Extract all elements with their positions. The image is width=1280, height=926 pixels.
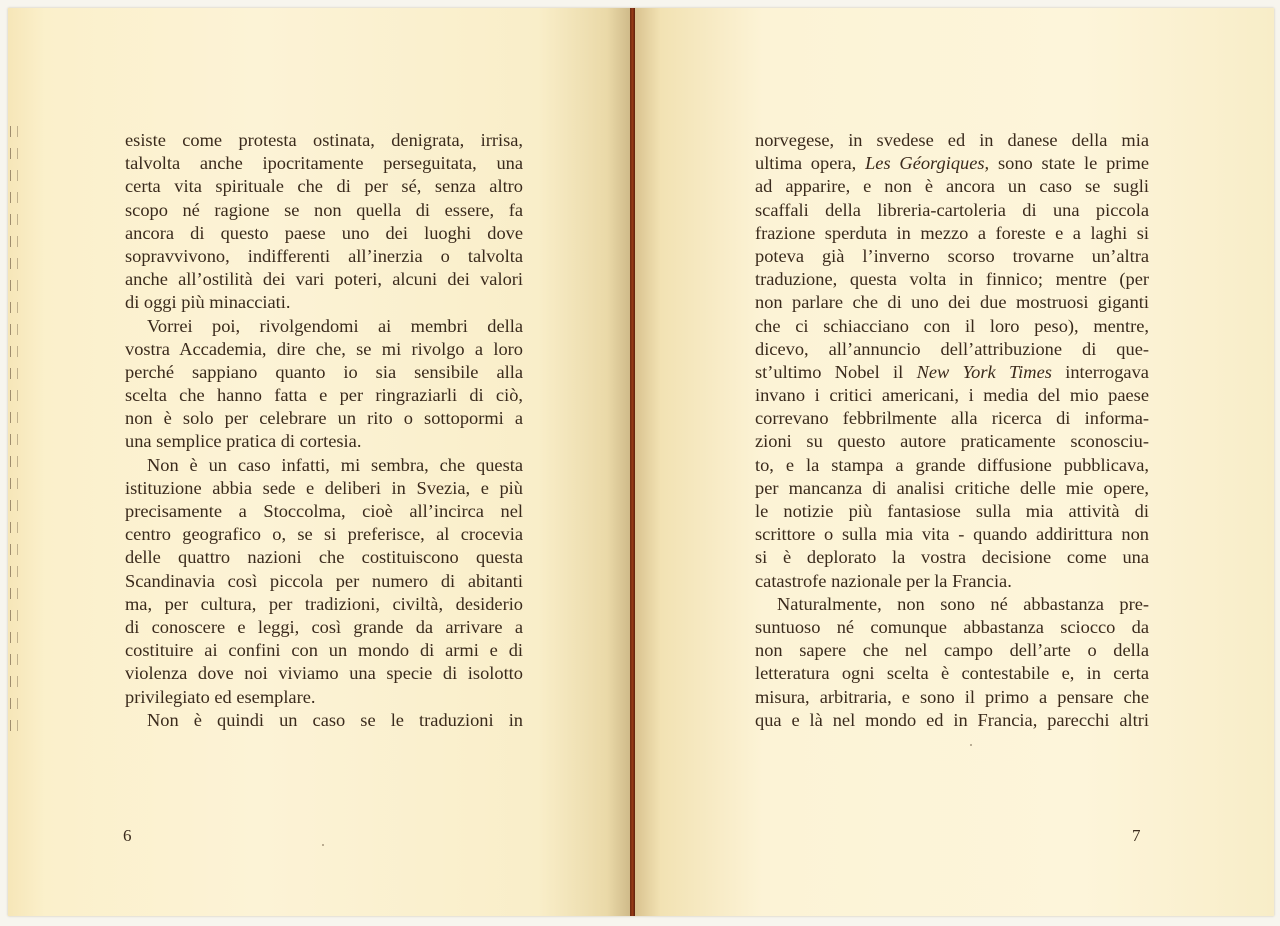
text-fragment: st’ultimo Nobel il bbox=[755, 361, 904, 382]
text-fragment: ultima opera, bbox=[755, 153, 857, 174]
text-line: violenza dove noi viviamo una specie di isolotto bbox=[125, 663, 523, 684]
book-spread bbox=[8, 8, 1274, 916]
text-line: correvano febbrilmente alla ricerca di informa- bbox=[755, 408, 1149, 429]
text-line: ancora di questo paese uno dei luoghi dove bbox=[125, 222, 523, 243]
text-line: catastrofe nazionale per la Francia. bbox=[755, 570, 1012, 591]
text-fragment: interrogava bbox=[1065, 361, 1149, 382]
right-page-text bbox=[755, 129, 1149, 732]
paper-speck bbox=[322, 844, 324, 846]
text-line: vostra Accademia, dire che, se mi rivolgo a loro bbox=[125, 338, 523, 359]
text-line: sopravvivono, indifferenti all’inerzia o talvolta bbox=[125, 245, 523, 266]
text-line: misura, arbitraria, e sono il primo a pensare che bbox=[755, 686, 1149, 707]
text-line: non sapere che nel campo dell’arte o della bbox=[755, 640, 1149, 661]
right-page bbox=[635, 8, 1274, 916]
text-line: delle quattro nazioni che costituiscono questa bbox=[125, 547, 523, 568]
text-line: di oggi più minacciati. bbox=[125, 292, 291, 313]
paper-speck bbox=[970, 744, 972, 746]
text-line: non è solo per celebrare un rito o sottopormi a bbox=[125, 408, 523, 429]
text-line-with-italic bbox=[755, 361, 1149, 384]
text-line: suntuoso né comunque abbastanza sciocco da bbox=[755, 616, 1149, 637]
page-number: 7 bbox=[1132, 826, 1141, 845]
text-line: si è deplorato la vostra decisione come una bbox=[755, 547, 1149, 568]
text-line: scelta che hanno fatta e per ringraziarli di ciò, bbox=[125, 385, 523, 406]
text-line: Naturalmente, non sono né abbastanza pre- bbox=[777, 593, 1149, 614]
text-line: Scandinavia così piccola per numero di abitanti bbox=[125, 570, 523, 591]
text-line: esiste come protesta ostinata, denigrata, irrisa, bbox=[125, 130, 523, 150]
text-line: traduzione, questa volta in finnico; mentre (per bbox=[755, 269, 1149, 290]
text-line: qua e là nel mondo ed in Francia, parecchi altri bbox=[755, 709, 1149, 730]
text-line: letteratura ogni scelta è contestabile e, in certa bbox=[755, 663, 1149, 684]
text-line: di conoscere e leggi, così grande da arrivare a bbox=[125, 616, 523, 637]
left-page-text bbox=[125, 129, 523, 732]
text-line: ma, per cultura, per tradizioni, civiltà, desiderio bbox=[125, 593, 523, 614]
text-line: talvolta anche ipocritamente perseguitata, una bbox=[125, 153, 523, 174]
text-line: costituire ai confini con un mondo di armi e di bbox=[125, 640, 523, 661]
text-line: dicevo, all’annuncio dell’attribuzione di que- bbox=[755, 338, 1149, 359]
text-line: precisamente a Stoccolma, cioè all’incirca nel bbox=[125, 501, 523, 521]
text-line: certa vita spirituale che di per sé, senza altro bbox=[125, 176, 523, 197]
text-line: Vorrei poi, rivolgendomi ai membri della bbox=[147, 315, 523, 336]
text-line: invano i critici americani, i media del mio paese bbox=[755, 385, 1149, 406]
text-line: zioni su questo autore praticamente sconosciu- bbox=[755, 431, 1149, 452]
text-line: le notizie più fantasiose sulla mia attività di bbox=[755, 501, 1149, 521]
text-line: scrittore o sulla mia vita - quando addirittura non bbox=[755, 524, 1149, 545]
text-line: frazione sperduta in mezzo a foreste e a laghi si bbox=[755, 222, 1149, 243]
text-line: scaffali della libreria-cartoleria di una piccola bbox=[755, 199, 1149, 220]
text-line: una semplice pratica di cortesia. bbox=[125, 431, 362, 452]
text-line: norvegese, in svedese ed in danese della mia bbox=[755, 130, 1149, 150]
page-number: 6 bbox=[123, 826, 132, 845]
text-line-with-italic bbox=[755, 152, 1149, 175]
text-line: Non è un caso infatti, mi sembra, che questa bbox=[147, 454, 523, 475]
text-line: poteva già l’inverno scorso trovarne un’altra bbox=[755, 245, 1149, 266]
text-line: istituzione abbia sede e deliberi in Svezia, e più bbox=[125, 477, 523, 498]
text-line: ad apparire, e non è ancora un caso se sugli bbox=[755, 176, 1149, 197]
text-line: to, e la stampa a grande diffusione pubblicava, bbox=[755, 454, 1149, 475]
italic-title: New York Times bbox=[916, 361, 1052, 382]
text-line: non parlare che di uno dei due mostruosi giganti bbox=[755, 292, 1149, 313]
left-page bbox=[8, 8, 632, 916]
text-line: che ci schiacciano con il loro peso), mentre, bbox=[755, 315, 1149, 336]
italic-title: Les Géorgiques, bbox=[865, 153, 990, 174]
text-line: per mancanza di analisi critiche delle mie opere, bbox=[755, 477, 1149, 498]
text-line: scopo né ragione se non quella di essere, fa bbox=[125, 199, 523, 220]
text-line: privilegiato ed esemplare. bbox=[125, 686, 316, 707]
previous-page-edge bbox=[8, 126, 22, 736]
text-line: anche all’ostilità dei vari poteri, alcuni dei valori bbox=[125, 269, 523, 290]
text-line: centro geografico o, se si preferisce, al crocevia bbox=[125, 524, 523, 545]
text-line: Non è quindi un caso se le traduzioni in bbox=[147, 709, 523, 730]
text-fragment: sono state le prime bbox=[997, 153, 1150, 174]
text-line: perché sappiano quanto io sia sensibile alla bbox=[125, 361, 523, 382]
